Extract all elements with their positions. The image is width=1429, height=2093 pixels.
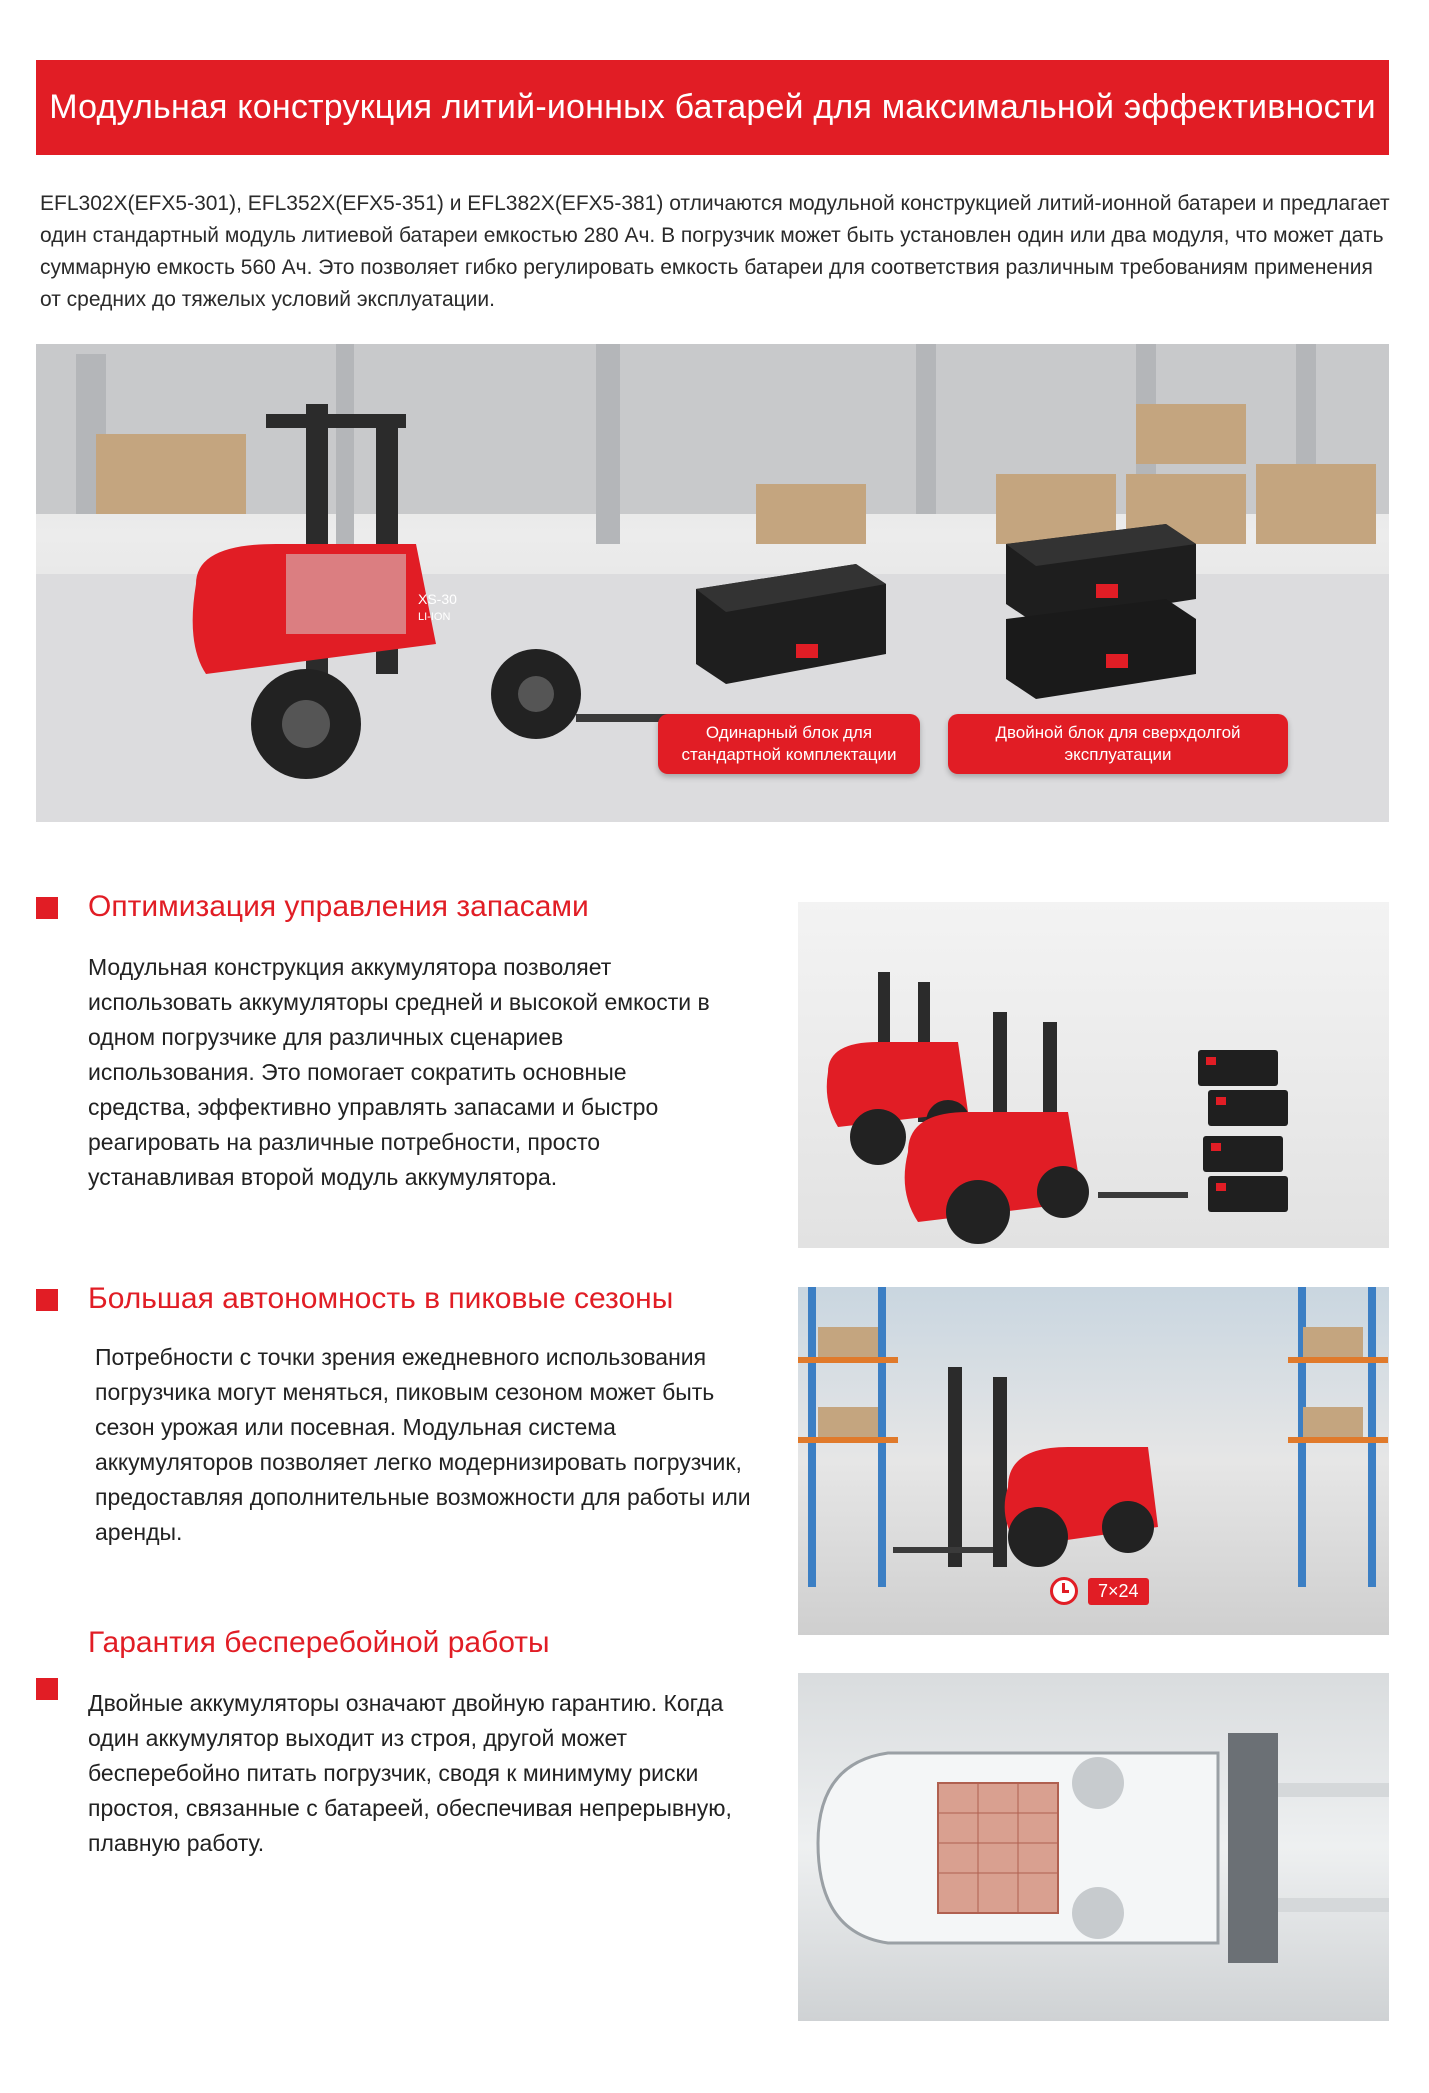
round-the-clock-badge: [1050, 1577, 1149, 1605]
section-bullet-square: [36, 1678, 58, 1700]
intro-paragraph: EFL302X(EFX5-301), EFL352X(EFX5-351) и EFL382X(EFX5-381) отличаются модульной конструкцией литий-ионной батареи и предлагает один стандартный модуль литиевой батареи емкостью 280 Ач. В погрузчик может быть установлен один или два модуля, что может дать суммарную емкость 560 Ач. Это позволяет гибко регулировать емкость батареи для соответствия различным требованиям применения от средних до тяжелых условий эксплуатации.: [40, 192, 1390, 311]
section-body-autonomy: Потребности с точки зрения ежедневного использования погрузчика могут меняться, пиковым сезоном может быть сезон урожая или посевная. Модульная система аккумуляторов позволяет легко модернизировать погрузчик, предоставляя дополнительные возможности для работы или аренды.: [95, 1344, 751, 1545]
double-block-label: Двойной блок для сверхдолгой эксплуатации: [948, 714, 1288, 774]
section-title-autonomy: Большая автономность в пиковые сезоны: [88, 1282, 674, 1315]
hero-image: [36, 344, 1389, 822]
mast-sub-text: LI-ION: [418, 611, 451, 623]
section-bullet-square: [36, 897, 58, 919]
clock-icon: [1050, 1577, 1078, 1605]
section-body-uninterrupted: Двойные аккумуляторы означают двойную гарантию. Когда один аккумулятор выходит из строя, другой может бесперебойно питать погрузчик, сводя к минимуму риски простоя, связанные с батареей, обеспечивая непрерывную, плавную работу.: [88, 1690, 732, 1856]
forklift-top-view-image: [798, 1673, 1389, 2021]
warehouse-forklift-image: [798, 1287, 1389, 1635]
section-body-inventory: Модульная конструкция аккумулятора позволяет использовать аккумуляторы средней и высокой емкости в одном погрузчике для различных сценариев использования. Это помогает сократить основные средства, эффективно управлять запасами и быстро реагировать на различные потребности, просто устанавливая второй модуль аккумулятора.: [88, 954, 710, 1190]
single-block-label: Одинарный блок для стандартной комплектации: [658, 714, 920, 774]
section-bullet-square: [36, 1289, 58, 1311]
double-battery-graphic: [1006, 524, 1196, 699]
badge-7x24-text: 7×24: [1088, 1578, 1149, 1605]
forklifts-with-batteries-image: [798, 902, 1389, 1248]
mast-model-text: XS-30: [418, 591, 457, 607]
header-banner: [36, 60, 1389, 155]
section-title-uninterrupted: Гарантия бесперебойной работы: [88, 1626, 550, 1659]
section-title-inventory: Оптимизация управления запасами: [88, 890, 589, 923]
page-title: Модульная конструкция литий-ионных батарей для максимальной эффективности: [49, 88, 1376, 126]
